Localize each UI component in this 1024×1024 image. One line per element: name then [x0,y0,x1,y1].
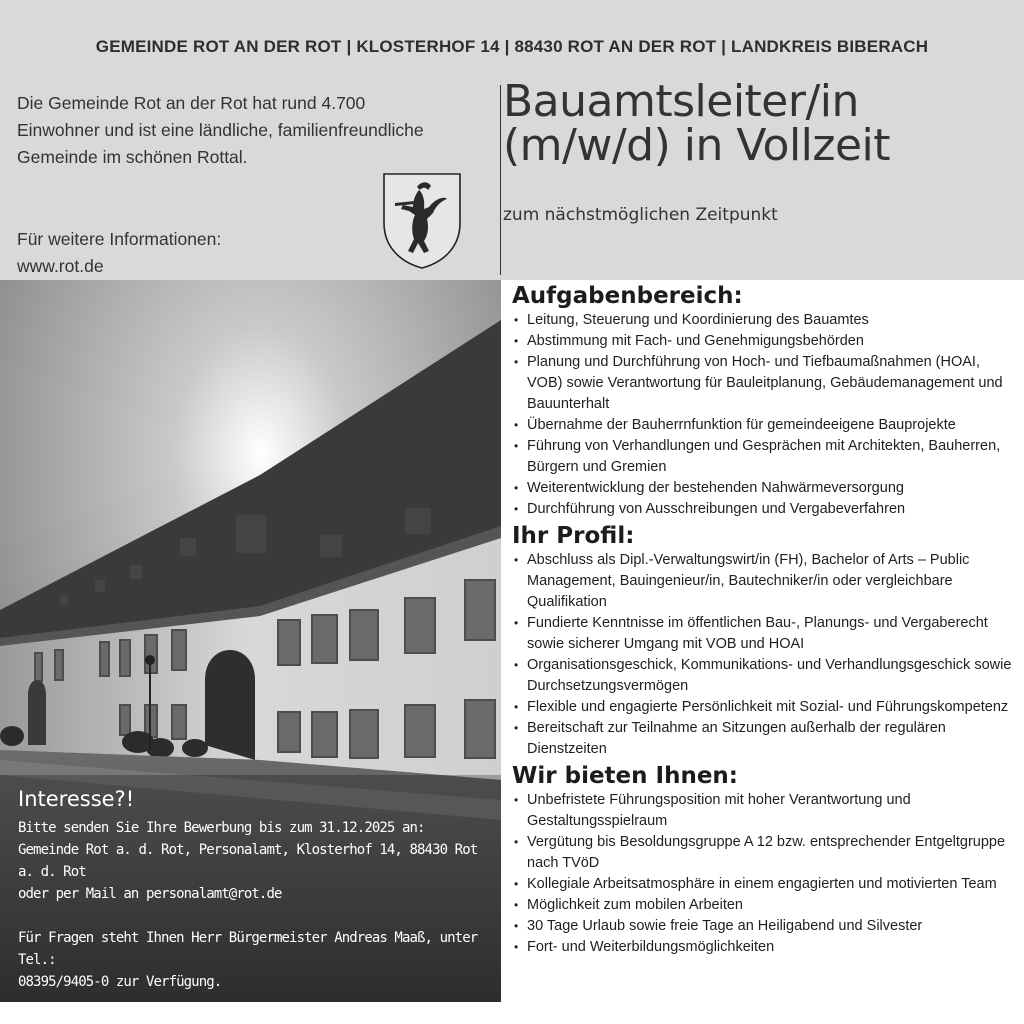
list-item: • Führung von Verhandlungen und Gesprächen mit Architekten, Bauherren, Bürgern und Gremien [512,436,1017,478]
contact-address: Gemeinde Rot a. d. Rot, Personalamt, Klosterhof 14, 88430 Rot a. d. Rot [18,842,478,880]
job-title-line: (m/w/d) in Vollzeit [503,120,891,171]
info-label: Für weitere Informationen: [17,229,222,249]
contact-text: Für Fragen steht Ihnen Herr Bürgermeister Andreas Maaß, unter Tel.: [18,930,478,968]
list-item: • Fundierte Kenntnisse im öffentlichen Bau-, Planungs- und Vergaberecht sowie sicherer Umgang mit VOB und HOAI [512,613,1017,655]
contact-phone: 08395/9405-0 zur Verfügung. [18,974,222,990]
contact-text: Bitte senden Sie Ihre Bewerbung bis zum 31.12.2025 an: [18,820,425,836]
list-item: • Durchführung von Ausschreibungen und Vergabeverfahren [512,499,1017,520]
intro-line: Einwohner und ist eine ländliche, familienfreundliche [17,120,424,140]
tasks-heading: Aufgabenbereich: [512,283,743,309]
contact-email[interactable]: oder per Mail an personalamt@rot.de [18,886,282,902]
list-item: • Vergütung bis Besoldungsgruppe A 12 bzw. entsprechender Entgeltgruppe nach TVöD [512,832,1017,874]
intro-text [17,90,487,171]
info-block [17,226,221,280]
job-details [512,282,1017,960]
intro-line: Gemeinde im schönen Rottal. [17,147,248,167]
contact-block [18,787,498,993]
list-item: • Fort- und Weiterbildungsmöglichkeiten [512,937,1017,958]
list-item: • 30 Tage Urlaub sowie freie Tage an Heiligabend und Silvester [512,916,1017,937]
job-subtitle: zum nächstmöglichen Zeitpunkt [503,205,778,225]
list-item: • Organisationsgeschick, Kommunikations- und Verhandlungsgeschick sowie Durchsetzungsvermögen [512,655,1017,697]
list-item: • Kollegiale Arbeitsatmosphäre in einem engagierten und motivierten Team [512,874,1017,895]
list-item: • Flexible und engagierte Persönlichkeit mit Sozial- und Führungskompetenz [512,697,1017,718]
list-item: • Weiterentwicklung der bestehenden Nahwärmeversorgung [512,478,1017,499]
job-title-line: Bauamtsleiter/in [503,76,859,127]
list-item: • Abschluss als Dipl.-Verwaltungswirt/in (FH), Bachelor of Arts – Public Management, Bauingenieur/in, Bautechniker/in oder vergleichbare Qualifikation [512,550,1017,613]
job-title [503,76,1023,171]
tasks-list [512,310,1017,520]
list-item: • Leitung, Steuerung und Koordinierung des Bauamtes [512,310,1017,331]
list-item: • Bereitschaft zur Teilnahme an Sitzungen außerhalb der regulären Dienstzeiten [512,718,1017,760]
contact-title: Interesse?! [18,787,135,811]
offer-list [512,790,1017,958]
offer-heading: Wir bieten Ihnen: [512,763,739,789]
list-item: • Unbefristete Führungsposition mit hoher Verantwortung und Gestaltungsspielraum [512,790,1017,832]
website-link[interactable]: www.rot.de [17,256,104,276]
profile-heading: Ihr Profil: [512,523,635,549]
list-item: • Planung und Durchführung von Hoch- und Tiefbaumaßnahmen (HOAI, VOB) sowie Verantwortung für Bauleitplanung, Gebäudemanagement und Bauunterhalt [512,352,1017,415]
header-address-line: GEMEINDE ROT AN DER ROT | KLOSTERHOF 14 | 88430 ROT AN DER ROT | LANDKREIS BIBERACH [95,37,929,56]
profile-list [512,550,1017,760]
intro-line: Die Gemeinde Rot an der Rot hat rund 4.700 [17,93,366,113]
header-divider [500,85,501,275]
list-item: • Übernahme der Bauherrnfunktion für gemeindeeigene Bauprojekte [512,415,1017,436]
list-item: • Möglichkeit zum mobilen Arbeiten [512,895,1017,916]
list-item: • Abstimmung mit Fach- und Genehmigungsbehörden [512,331,1017,352]
coat-of-arms-icon [381,171,463,271]
